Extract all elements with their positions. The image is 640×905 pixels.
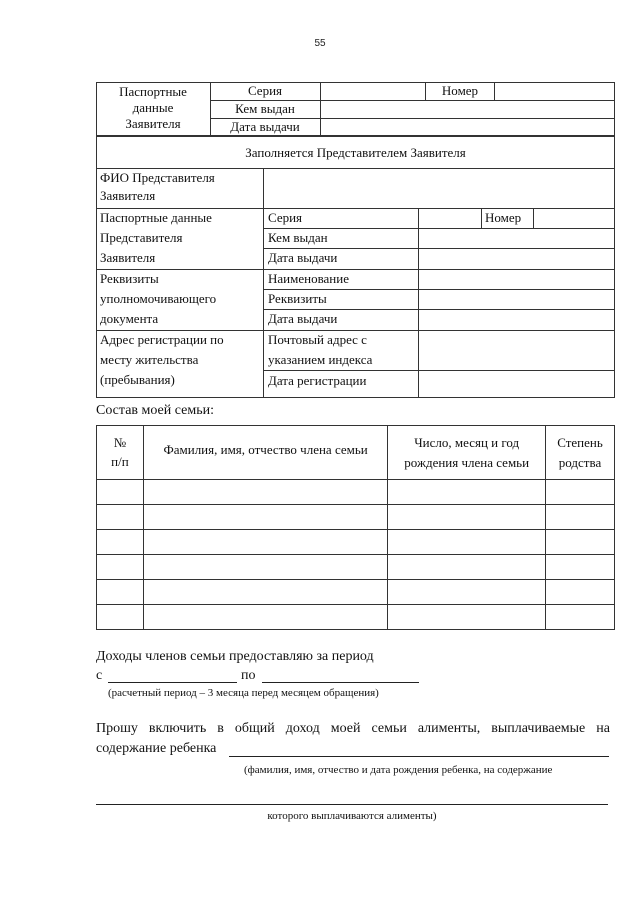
page-number: 55 [314, 38, 326, 49]
income-from-field[interactable] [108, 682, 237, 683]
applicant-nomer-label: Номер [441, 83, 479, 98]
table-row [97, 580, 615, 605]
naimenovanie-label: Наименование [268, 271, 349, 286]
applicant-passport-label: Паспортные данные Заявителя [119, 84, 187, 131]
representative-nomer-label: Номер [485, 210, 522, 225]
table-row [97, 480, 615, 505]
income-to-field[interactable] [262, 682, 419, 683]
applicant-kem-vydan-label: Кем выдан [235, 101, 295, 116]
income-period-note: (расчетный период – 3 месяца перед месяцем обращения) [108, 687, 379, 699]
table-row [97, 530, 615, 555]
alimony-line-2: содержание ребенка [96, 741, 217, 756]
postal-address-label: Почтовый адрес с указанием индекса [268, 332, 373, 367]
representative-header: Заполняется Представителем Заявителя [245, 145, 466, 160]
family-title: Состав моей семьи: [96, 403, 214, 418]
income-to-label: по [241, 668, 256, 683]
rekvizity-label: Реквизиты [268, 291, 327, 306]
applicant-data-vydachi-label: Дата выдачи [230, 119, 300, 134]
representative-passport-label: Паспортные данные Представителя Заявителя [100, 210, 212, 265]
family-table [96, 425, 615, 630]
header-fio: Фамилия, имя, отчество члена семьи [143, 426, 387, 480]
alimony-note-2: которого выплачиваются алименты) [267, 810, 437, 822]
child-name-field[interactable] [229, 756, 609, 757]
representative-fio-label: ФИО Представителя Заявителя [100, 170, 215, 203]
representative-data-vydachi-label: Дата выдачи [268, 250, 338, 265]
table-row [97, 555, 615, 580]
applicant-seria-label: Серия [247, 83, 283, 98]
alimony-note-1: (фамилия, имя, отчество и дата рождения ребенка, на содержание [244, 764, 553, 776]
family-table-header [97, 426, 615, 480]
header-birthdate: Число, месяц и год рождения члена семьи [388, 426, 546, 480]
registration-address-label: Адрес регистрации по месту жительства (пребывания) [100, 332, 224, 387]
authorizing-doc-label: Реквизиты уполномочивающего документа [100, 271, 217, 326]
header-relation: Степень родства [546, 426, 615, 480]
income-line: Доходы членов семьи предоставляю за период [96, 649, 374, 664]
table-row [97, 605, 615, 630]
representative-seria-label: Серия [268, 210, 303, 225]
authorizing-data-vydachi-label: Дата выдачи [268, 311, 338, 326]
table-row [97, 505, 615, 530]
income-from-label: с [96, 668, 103, 683]
registration-date-label: Дата регистрации [268, 373, 367, 388]
header-number: № п/п [97, 426, 144, 480]
alimony-line-1: Прошу включить в общий доход моей семьи алименты, выплачиваемые на [96, 721, 610, 736]
representative-kem-vydan-label: Кем выдан [268, 230, 328, 245]
child-name-field-continued[interactable] [96, 804, 608, 805]
